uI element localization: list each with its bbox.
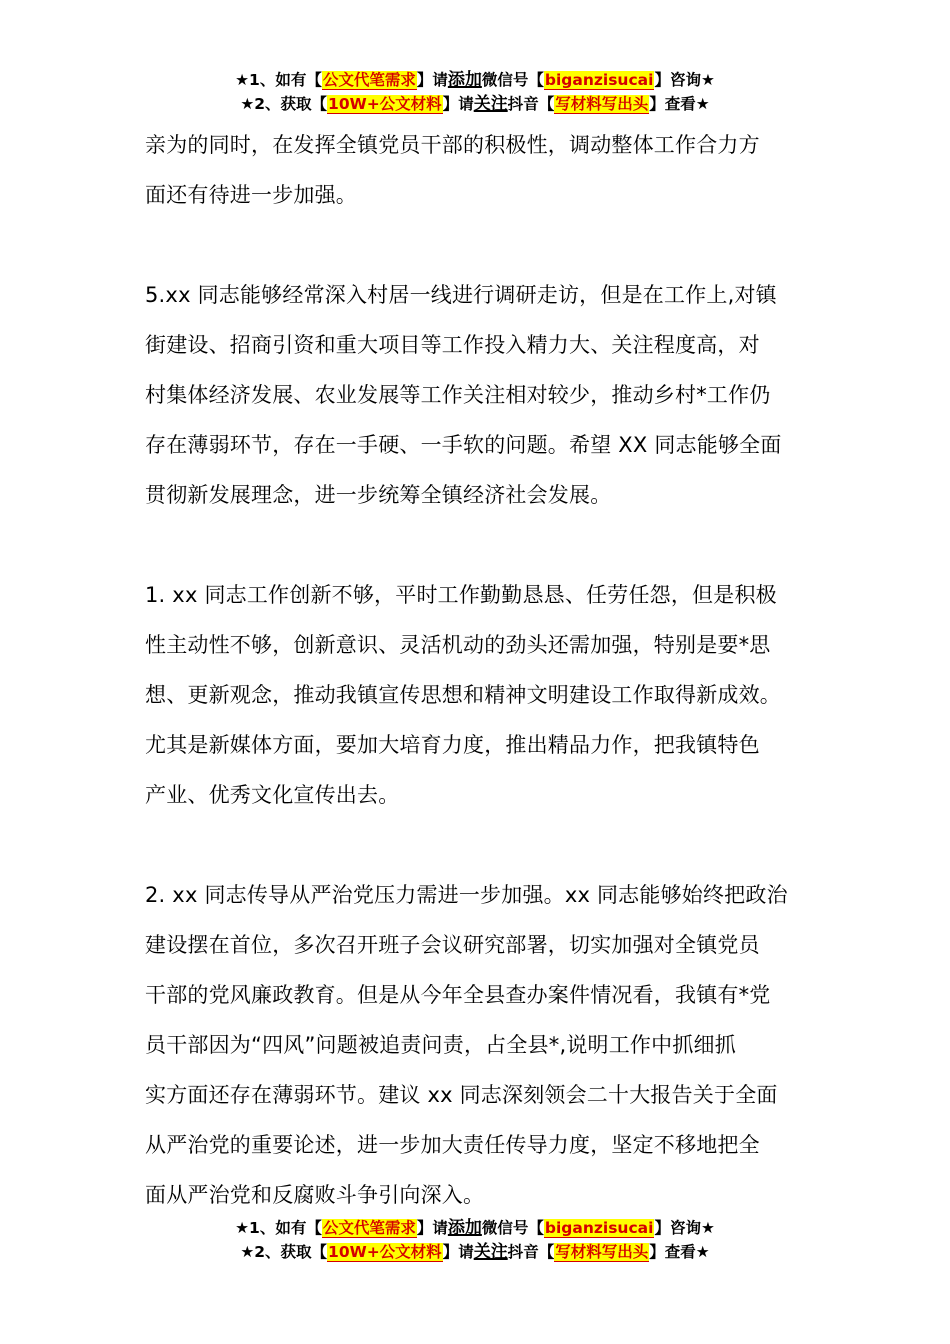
paragraph-2 — [145, 270, 825, 520]
banner-text: 】请 — [442, 1243, 474, 1261]
banner-line-2 — [0, 1240, 950, 1264]
underlined-follow: 关注 — [473, 1242, 508, 1262]
document-body — [145, 120, 825, 1220]
highlight-materials: 10W+公文材料 — [328, 95, 442, 113]
paragraph-3 — [145, 570, 825, 820]
paragraph-spacer — [145, 220, 825, 270]
underlined-follow: 关注 — [473, 94, 508, 114]
highlight-wechat-id: biganzisucai — [544, 71, 654, 89]
text-line: 亲为的同时，在发挥全镇党员干部的积极性，调动整体工作合力方 — [145, 133, 760, 157]
highlight-service: 公文代笔需求 — [322, 1219, 416, 1237]
highlight-douyin-id: 写材料写出头 — [555, 1243, 649, 1261]
highlight-douyin-id: 写材料写出头 — [555, 95, 649, 113]
text-line: 2. xx 同志传导从严治党压力需进一步加强。xx 同志能够始终把政治 — [145, 883, 788, 907]
banner-text: 微信号【 — [481, 71, 544, 89]
banner-text: 】请 — [442, 95, 474, 113]
text-line: 5.xx 同志能够经常深入村居一线进行调研走访，但是在工作上,对镇 — [145, 283, 777, 307]
text-line: 1. xx 同志工作创新不够，平时工作勤勤恳恳、任劳任怨，但是积极 — [145, 583, 777, 607]
underlined-add: 添加 — [447, 1218, 482, 1238]
banner-text: 微信号【 — [481, 1219, 544, 1237]
text-line: 村集体经济发展、农业发展等工作关注相对较少，推动乡村*工作仍 — [145, 383, 771, 407]
banner-text: 抖音【 — [507, 95, 555, 113]
paragraph-spacer — [145, 820, 825, 870]
highlight-materials: 10W+公文材料 — [328, 1243, 442, 1261]
text-line: 尤其是新媒体方面，要加大培育力度，推出精品力作，把我镇特色 — [145, 733, 760, 757]
paragraph-1 — [145, 120, 825, 220]
text-line: 员干部因为“四风”问题被追责问责，占全县*,说明工作中抓细抓 — [145, 1033, 736, 1057]
text-line: 干部的党风廉政教育。但是从今年全县查办案件情况看，我镇有*党 — [145, 983, 771, 1007]
banner-text: 】请 — [416, 71, 448, 89]
text-line: 产业、优秀文化宣传出去。 — [145, 783, 400, 807]
banner-line-1 — [0, 68, 950, 92]
banner-text: ★2、获取【 — [240, 1243, 328, 1261]
text-line: 面从严治党和反腐败斗争引向深入。 — [145, 1183, 485, 1207]
banner-text: 】查看★ — [649, 95, 710, 113]
text-line: 想、更新观念，推动我镇宣传思想和精神文明建设工作取得新成效。 — [145, 683, 781, 707]
text-line: 实方面还存在薄弱环节。建议 xx 同志深刻领会二十大报告关于全面 — [145, 1083, 778, 1107]
text-line: 建设摆在首位，多次召开班子会议研究部署，切实加强对全镇党员 — [145, 933, 760, 957]
highlight-wechat-id: biganzisucai — [544, 1219, 654, 1237]
underlined-add: 添加 — [447, 70, 482, 90]
banner-text: ★1、如有【 — [235, 71, 322, 89]
highlight-service: 公文代笔需求 — [322, 71, 416, 89]
banner-text: 】查看★ — [649, 1243, 710, 1261]
banner-text: 】请 — [416, 1219, 448, 1237]
header-banner — [0, 68, 950, 116]
banner-line-1 — [0, 1216, 950, 1240]
banner-text: 】咨询★ — [654, 71, 715, 89]
text-line: 面还有待进一步加强。 — [145, 183, 357, 207]
banner-text: ★1、如有【 — [235, 1219, 322, 1237]
text-line: 从严治党的重要论述，进一步加大责任传导力度，坚定不移地把全 — [145, 1133, 760, 1157]
text-line: 存在薄弱环节，存在一手硬、一手软的问题。希望 XX 同志能够全面 — [145, 433, 782, 457]
paragraph-4 — [145, 870, 825, 1220]
banner-text: 】咨询★ — [654, 1219, 715, 1237]
banner-line-2 — [0, 92, 950, 116]
banner-text: 抖音【 — [507, 1243, 555, 1261]
text-line: 贯彻新发展理念，进一步统筹全镇经济社会发展。 — [145, 483, 612, 507]
text-line: 街建设、招商引资和重大项目等工作投入精力大、关注程度高，对 — [145, 333, 760, 357]
footer-banner — [0, 1216, 950, 1264]
paragraph-spacer — [145, 520, 825, 570]
text-line: 性主动性不够，创新意识、灵活机动的劲头还需加强，特别是要*思 — [145, 633, 771, 657]
banner-text: ★2、获取【 — [240, 95, 328, 113]
